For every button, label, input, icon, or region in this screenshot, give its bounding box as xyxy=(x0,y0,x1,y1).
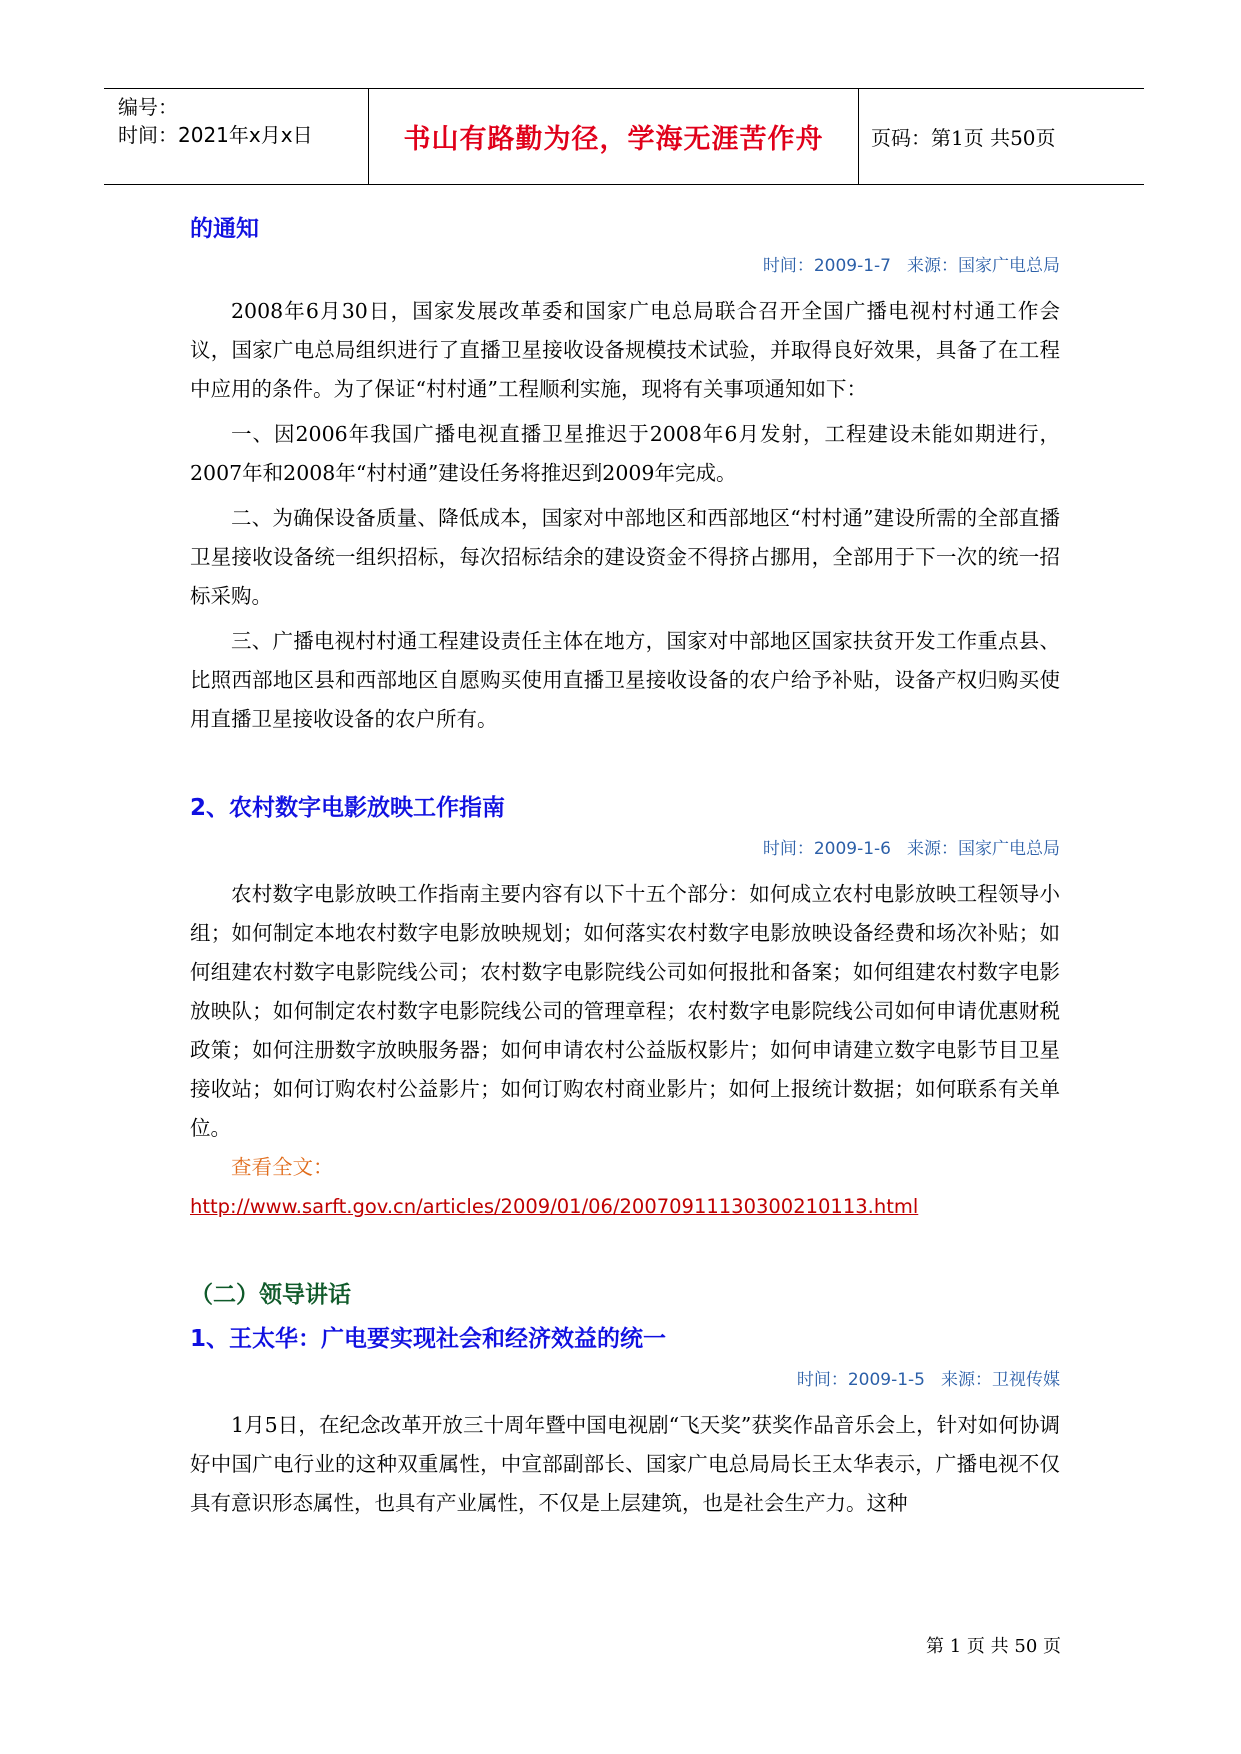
article-source: 来源：国家广电总局 xyxy=(907,256,1060,276)
page-footer: 第 1 页 共 50 页 xyxy=(926,1636,1061,1657)
chapter-heading: （二）领导讲话 xyxy=(190,1282,351,1308)
article-meta xyxy=(190,254,1060,278)
header-number-label: 编号： xyxy=(118,95,178,119)
paragraph: 三、广播电视村村通工程建设责任主体在地方，国家对中部地区国家扶贫开发工作重点县、比照西部地区县和西部地区自愿购买使用直播卫星接收设备的农户给予补贴，设备产权归购买使用直播卫星接收设备的农户所有。 xyxy=(190,629,1060,731)
paragraph: 二、为确保设备质量、降低成本，国家对中部地区和西部地区“村村通”建设所需的全部直播卫星接收设备统一组织招标，每次招标结余的建设资金不得挤占挪用，全部用于下一次的统一招标采购。 xyxy=(190,506,1060,608)
article-meta xyxy=(190,1368,1060,1392)
document-header xyxy=(104,88,1144,185)
article-time: 时间：2009-1-5 xyxy=(796,1370,925,1390)
document-body xyxy=(190,212,1060,1523)
paragraph: 农村数字电影放映工作指南主要内容有以下十五个部分：如何成立农村电影放映工程领导小组；如何制定本地农村数字电影放映规划；如何落实农村数字电影放映设备经费和场次补贴；如何组建农村数字电影院线公司；农村数字电影院线公司如何报批和备案；如何组建农村数字电影放映队；如何制定农村数字电影院线公司的管理章程；农村数字电影院线公司如何申请优惠财税政策；如何注册数字放映服务器；如何申请农村公益版权影片；如何申请建立数字电影节目卫星接收站；如何订购农村公益影片；如何订购农村商业影片；如何上报统计数据；如何联系有关单位。 xyxy=(190,882,1060,1140)
paragraph: 一、因2006年我国广播电视直播卫星推迟于2008年6月发射，工程建设未能如期进行，2007年和2008年“村村通”建设任务将推迟到2009年完成。 xyxy=(190,422,1060,485)
header-time-label: 时间：2021年x月x日 xyxy=(118,123,313,147)
read-more-line xyxy=(190,1148,1060,1226)
section-title: 2、农村数字电影放映工作指南 xyxy=(190,795,506,821)
read-more-label: 查看全文： xyxy=(231,1155,334,1179)
read-more-link[interactable]: http://www.sarft.gov.cn/articles/2009/01/06/20070911130300210113.html xyxy=(190,1195,919,1218)
article-time: 时间：2009-1-6 xyxy=(762,839,891,859)
article-time: 时间：2009-1-7 xyxy=(762,256,891,276)
paragraph: 1月5日，在纪念改革开放三十周年暨中国电视剧“飞天奖”获奖作品音乐会上，针对如何协调好中国广电行业的这种双重属性，中宣部副部长、国家广电总局局长王太华表示，广播电视不仅具有意识形态属性，也具有产业属性，不仅是上层建筑，也是社会生产力。这种 xyxy=(190,1413,1060,1515)
header-page-label: 页码：第1页 共50页 xyxy=(871,126,1056,150)
section-title: 的通知 xyxy=(190,216,259,242)
header-motto: 书山有路勤为径，学海无涯苦作舟 xyxy=(369,89,859,184)
article-source: 来源：卫视传媒 xyxy=(941,1370,1060,1390)
paragraph: 2008年6月30日，国家发展改革委和国家广电总局联合召开全国广播电视村村通工作会议，国家广电总局组织进行了直播卫星接收设备规模技术试验，并取得良好效果，具备了在工程中应用的条件。为了保证“村村通”工程顺利实施，现将有关事项通知如下： xyxy=(190,299,1060,401)
article-source: 来源：国家广电总局 xyxy=(907,839,1060,859)
article-meta xyxy=(190,837,1060,861)
section-title: 1、王太华：广电要实现社会和经济效益的统一 xyxy=(190,1326,667,1352)
header-left-cell xyxy=(104,89,369,184)
